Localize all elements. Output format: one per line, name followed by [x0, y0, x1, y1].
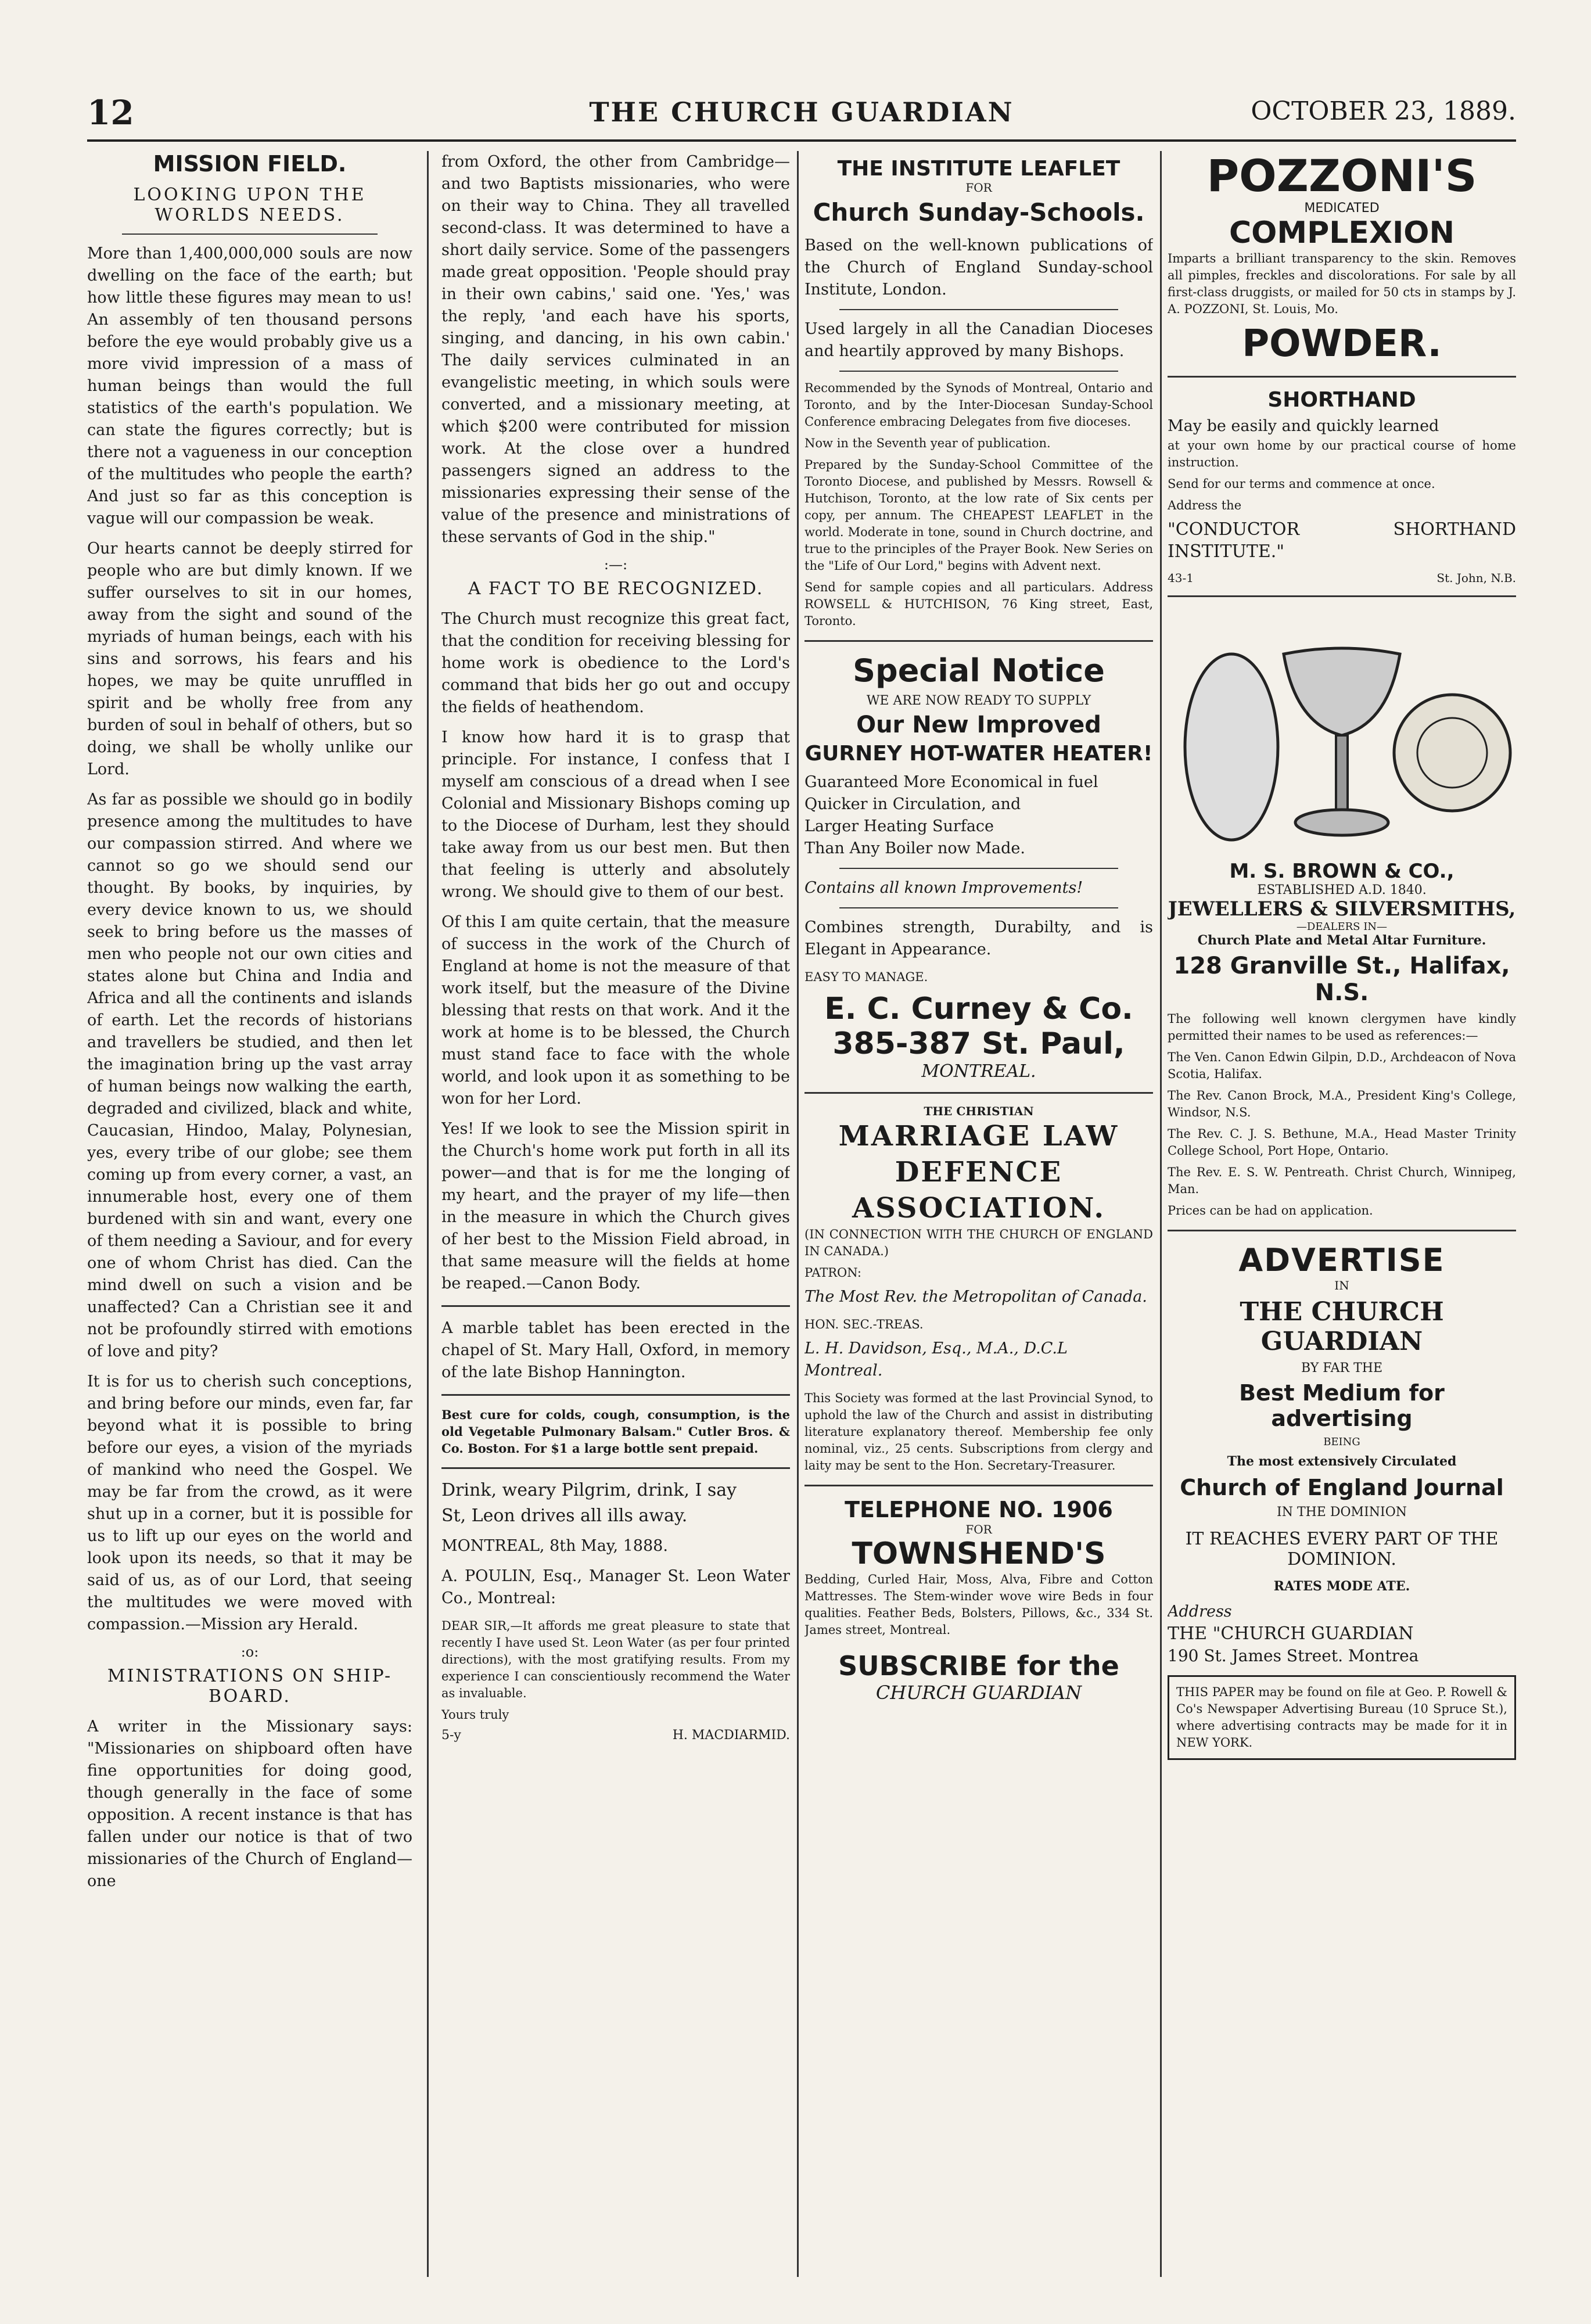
ad-line: MEDICATED — [1304, 201, 1380, 215]
paragraph: It is for us to cherish such conceptions, and bring before our minds, even far, far beyond what it is possible to bring before our eyes, a vision of the myriads of mankind who need the Gospel. We may be far from the crowd, as it were shut up in a corner, but it is possible for us to lift up our eyes on the world and look upon its needs, so that it may be said of us, as of our Lord, that seeing the multitudes we were moved with compassion.—Mission ary Herald. — [87, 1373, 412, 1633]
divider — [1168, 1230, 1516, 1231]
ad-city: MONTREAL. — [921, 1061, 1036, 1082]
ad-small: Prices can be had on application. — [1168, 1204, 1373, 1217]
ad-line: POWDER. — [1242, 322, 1442, 365]
ad-title: MARRIAGE LAW DEFENCE ASSOCIATION. — [838, 1120, 1119, 1224]
ad-small: Imparts a brilliant transparency to the skin. Removes all pimples, freckles and discolorations. For sale by all first-class druggists, or mailed for 50 cts in stamps by J. A. POZZONI, St. Louis, Mo. — [1168, 252, 1516, 316]
ad-for: FOR — [965, 181, 992, 195]
ad-code: 5-y — [441, 1728, 461, 1743]
ad-text: Used largely in all the Canadian Dioceses and heartily approved by many Bishops. — [805, 320, 1153, 360]
ad-line: Guaranteed More Economical in fuel — [805, 773, 1098, 791]
ad-small: The Rev. E. S. W. Pentreath. Christ Church, Winnipeg, Man. — [1168, 1165, 1516, 1196]
column-4 — [1168, 151, 1516, 2277]
ad-line: EASY TO MANAGE. — [805, 970, 928, 984]
ad-small: Bedding, Curled Hair, Moss, Alva, Fibre and Cotton Mattresses. The Stem-winder wove wire Beds in four qualities. Feather Beds, Bolsters, Pillows, &c., 334 St. James street, Montreal. — [805, 1572, 1153, 1637]
issue-date: OCTOBER 23, 1889. — [1251, 96, 1516, 126]
ad-line: "CONDUCTOR SHORTHAND INSTITUTE." — [1168, 519, 1516, 562]
ad-line: Larger Heating Surface — [805, 817, 994, 835]
ad-date: MONTREAL, 8th May, 1888. — [441, 1537, 668, 1555]
ad-small: Address the — [1168, 498, 1242, 512]
ad-line: JEWELLERS & SILVERSMITHS, — [1168, 897, 1516, 921]
ad-line: COMPLEXION — [1229, 215, 1455, 250]
paragraph: More than 1,400,000,000 souls are now dwelling on the face of the earth; but how little these figures may mean to us! An assembly of ten thousand persons before the eye would probably give us a more vivid impression of a mass of human beings than would the full statistics of the earth's population. We can state the figures correctly; but is there not a vagueness in our conception of the multitudes who people the earth? And just so far as this conception is vague will our compassion be weak. — [87, 245, 412, 527]
ad-for: FOR — [965, 1522, 992, 1536]
silverware-illustration — [1168, 608, 1516, 852]
column-2 — [441, 151, 790, 2277]
ad-line: Church of England Journal — [1180, 1475, 1504, 1500]
divider — [441, 1305, 790, 1307]
ad-address: 385-387 St. Paul, — [832, 1026, 1125, 1061]
ad-line: L. H. Davidson, Esq., M.A., D.C.L — [805, 1339, 1068, 1357]
ad-product: Our New Improved — [856, 712, 1101, 738]
ad-line: Combines strength, Durabilty, and is Elegant in Appearance. — [805, 918, 1153, 958]
ad-small: The Rev. C. J. S. Bethune, M.A., Head Master Trinity College School, Port Hope, Ontario. — [1168, 1127, 1516, 1158]
divider — [441, 1467, 790, 1469]
ad-small: The Rev. Canon Brock, M.A., President King's College, Windsor, N.S. — [1168, 1089, 1516, 1119]
ad-line: St, Leon drives all ills away. — [441, 1506, 688, 1526]
article-heading: MINISTRATIONS ON SHIP-BOARD. — [107, 1666, 393, 1707]
ad-line: Best Medium for advertising — [1239, 1380, 1445, 1431]
column-rule — [797, 151, 799, 2277]
ad-line: 190 St. James Street. Montrea — [1168, 1646, 1419, 1665]
ad-line: May be easily and quickly learned — [1168, 417, 1439, 435]
page-number: 12 — [87, 93, 134, 132]
ad-line: Church Plate and Metal Altar Furniture. — [1197, 933, 1486, 948]
ad-line: IN THE DOMINION — [1277, 1505, 1407, 1520]
ad-line: The Most Rev. the Metropolitan of Canada. — [805, 1288, 1147, 1306]
column-rule — [1160, 151, 1162, 2277]
ad-line: RATES MODE ATE. — [1273, 1579, 1410, 1594]
ad-line: WE ARE NOW READY TO SUPPLY — [866, 694, 1091, 708]
ad-recipient: A. POULIN, Esq., Manager St. Leon Water Co., Montreal: — [441, 1567, 790, 1607]
ad-line: BEING — [1323, 1436, 1360, 1448]
divider — [441, 1394, 790, 1396]
ad-line: —DEALERS IN— — [1296, 921, 1388, 933]
ad-line: IT REACHES EVERY PART OF THE DOMINION. — [1185, 1529, 1499, 1569]
ad-subtitle: Church Sunday-Schools. — [813, 198, 1145, 227]
divider — [805, 640, 1153, 642]
ad-address: 128 Granville St., Halifax, N.S. — [1173, 953, 1510, 1006]
ad-title: TELEPHONE NO. 1906 — [845, 1497, 1113, 1522]
page-header — [87, 93, 1516, 142]
ad-heater: GURNEY HOT-WATER HEATER! — [805, 742, 1153, 766]
separator: :—: — [604, 556, 628, 573]
paragraph: Yes! If we look to see the Mission spirit in the Church's home work put forth in all its power—and that is for me the longing of my heart, and the prayer of my life—then in the measure in which the Church gives of her best to the Mission Field abroad, in that same measure will the fields at home be reaped.—Canon Body. — [441, 1120, 790, 1292]
article-heading: A FACT TO BE RECOGNIZED. — [468, 579, 764, 599]
ad-small: Send for our terms and commence at once. — [1168, 477, 1435, 491]
divider — [805, 1485, 1153, 1486]
article-heading: LOOKING UPON THE WORLDS NEEDS. — [133, 185, 367, 225]
rowell-notice — [1168, 1675, 1516, 1760]
ad-line: HON. SEC.-TREAS. — [805, 1317, 924, 1331]
ad-title: SHORTHAND — [1267, 388, 1416, 412]
ad-line: IN — [1334, 1278, 1349, 1292]
ad-line: Drink, weary Pilgrim, drink, I say — [441, 1480, 737, 1500]
ad-small: Send for sample copies and all particulars. Address ROWSELL & HUTCHISON, 76 King street, East, Toronto. — [805, 580, 1153, 628]
ad-line: Montreal. — [805, 1362, 883, 1380]
divider — [839, 907, 1118, 908]
divider — [839, 868, 1118, 869]
ad-title: ADVERTISE — [1238, 1242, 1445, 1278]
paragraph: A marble tablet has been erected in the chapel of St. Mary Hall, Oxford, in memory of the late Bishop Hannington. — [441, 1319, 790, 1381]
ad-line: CHURCH GUARDIAN — [875, 1682, 1082, 1704]
ad-line: The most extensively Circulated — [1227, 1454, 1457, 1469]
paragraph: from Oxford, the other from Cambridge—and two Baptists missionaries, who were on their way to China. They all travelled second-class. It was determined to have a short daily service. Some of the passengers made great opposition. 'People should pray in their own cabins,' said one. 'Yes,' was the reply, 'and each have his sports, singing, and dancing, in his own cabin.' The daily services culminated in an evangelistic meeting, in which souls were converted, and a missionary meeting, at which $200 were contributed for mission work. At the close over a hundred passengers signed an address to the missionaries expressing their sense of the value of the presence and ministrations of these servants of God in the ship." — [441, 153, 790, 546]
ad-small: This Society was formed at the last Provincial Synod, to uphold the law of the Church and assist in distributing literature explanatory thereof. Membership fee only nominal, viz., 25 cents. Subscriptions from clergy and laity may be sent to the Hon. Secretary-Treasurer. — [805, 1391, 1153, 1472]
ad-line: BY FAR THE — [1301, 1361, 1382, 1375]
paragraph: Our hearts cannot be deeply stirred for people who are but dimly known. If we suffer ourselves to sit in our homes, away from the sight and sound of the myriads of human beings, each with his sins and sorrows, his fears and his hopes, we may be quite unruffled in spirit and be wholly free from any burden of soul in behalf of others, but so doing, we shall be wholly unlike our Lord. — [87, 540, 412, 778]
ad-line: Address — [1168, 1603, 1232, 1621]
divider — [1168, 376, 1516, 378]
ad-small: Prepared by the Sunday-School Committee of the Toronto Diocese, and published by Messrs. Rowsell & Hutchison, Toronto, at the low rate of Six cents per copy, per annum. The CHEAPEST LEAFLET in the world. Moderate in tone, sound in Church doctrine, and true to the principles of the Prayer Book. New Series on the "Life of Our Lord," begins with Advent next. — [805, 458, 1153, 573]
divider — [839, 309, 1118, 310]
paragraph: As far as possible we should go in bodily presence among the multitudes to have our compassion stirred. And where we cannot so go we should send our thought. By books, by inquiries, by every device known to us, we should seek to bring before us the masses of men who people not our own cities and states alone but China and India and Africa and all the continents and islands of earth. Let the records of historians and travellers be studied, and then let the imagination bring up the vast array of human beings now walking the earth, degraded and civilized, black and white, Caucasian, Hindoo, Malay, Polynesian, yes, every tribe of our globe; see them coming up from every corner, a vast, an innumerable host, every one of them burdened with sin and want, every one of them needing a Saviour, and for every one of whom Christ has died. Can the mind dwell on such a vision and be unaffected? Can a Christian see it and not be profoundly stirred with emotions of love and pity? — [87, 791, 412, 1360]
ad-line: Than Any Boiler now Made. — [805, 839, 1025, 857]
ad-line: PATRON: — [805, 1266, 861, 1280]
ad-small: THIS PAPER may be found on file at Geo. P. Rowell & Co's Newspaper Advertising Bureau (10 Spruce St.), where advertising contracts may be made for it in NEW YORK. — [1176, 1685, 1507, 1750]
column-rule — [427, 151, 429, 2277]
ad-line: Quicker in Circulation, and — [805, 795, 1021, 813]
paragraph: The Church must recognize this great fact, that the condition for receiving blessing for home work is obedience to the Lord's command that bids her go out and occupy the fields of heathendom. — [441, 610, 790, 716]
ad-code: 43-1 — [1168, 571, 1194, 585]
ad-line: THE CHURCH GUARDIAN — [1240, 1297, 1444, 1356]
ad-small: Now in the Seventh year of publication. — [805, 436, 1051, 450]
ad-the: THE CHRISTIAN — [924, 1104, 1034, 1118]
section-heading: MISSION FIELD. — [153, 151, 347, 177]
ad-small: Recommended by the Synods of Montreal, Ontario and Toronto, and by the Inter-Diocesan Sunday-School Conference embracing Delegates from five dioceses. — [805, 381, 1153, 429]
ad-title: POZZONI'S — [1206, 151, 1477, 202]
ad-body: DEAR SIR,—It affords me great pleasure to state that recently I have used St. Leon Water (as per four printed directions), with the most gratifying results. From my experience I can conscientiously recommend the Water as invaluable. — [441, 1619, 790, 1700]
ad-text: Based on the well-known publications of the Church of England Sunday-school Institute, London. — [805, 236, 1153, 299]
paragraph: I know how hard it is to grasp that principle. For instance, I confess that I myself am conscious of a dread when I see Colonial and Missionary Bishops coming up to the Diocese of Durham, lest they should take away from us our best men. But then that feeling is utterly and absolutely wrong. We should give to them of our best. — [441, 728, 790, 901]
ad-line: (IN CONNECTION WITH THE CHURCH OF ENGLAND IN CANADA.) — [805, 1227, 1153, 1258]
ad-company: TOWNSHEND'S — [852, 1536, 1106, 1571]
ad-line: ESTABLISHED A.D. 1840. — [1257, 883, 1427, 897]
newspaper-title: THE CHURCH GUARDIAN — [589, 96, 1014, 128]
separator: :o: — [240, 1644, 259, 1660]
st-leon-advertisement — [441, 1479, 790, 1743]
ad-title: Special Notice — [853, 652, 1105, 689]
column-3 — [805, 151, 1153, 2277]
ad-company: M. S. BROWN & CO., — [1229, 860, 1454, 883]
divider — [805, 1092, 1153, 1094]
advertisement: Best cure for colds, cough, consumption, is the old Vegetable Pulmonary Balsam." Cutler Bros. & Co. Boston. For $1 a large bottle sent prepaid. — [441, 1407, 790, 1456]
divider — [839, 371, 1118, 372]
ad-small: The Ven. Canon Edwin Gilpin, D.D., Archdeacon of Nova Scotia, Halifax. — [1168, 1050, 1516, 1081]
divider — [1168, 595, 1516, 597]
ad-city: St. John, N.B. — [1436, 571, 1516, 585]
ad-title: THE INSTITUTE LEAFLET — [837, 157, 1120, 181]
ad-signature: H. MACDIARMID. — [672, 1728, 790, 1743]
divider — [122, 234, 378, 235]
ad-line: THE "CHURCH GUARDIAN — [1168, 1623, 1414, 1644]
ad-line: Contains all known Improvements! — [805, 879, 1083, 897]
ad-small: The following well known clergymen have kindly permitted their names to be used as references:— — [1168, 1012, 1516, 1043]
ad-title: SUBSCRIBE for the — [838, 1650, 1119, 1682]
paragraph: A writer in the Missionary says: "Missionaries on shipboard often have fine opportunities for doing good, though generally in the face of some opposition. A recent instance is that has fallen under our notice is that of two missionaries of the Church of England—one — [87, 1718, 412, 1890]
ad-company: E. C. Curney & Co. — [824, 992, 1133, 1026]
ad-small: at your own home by our practical course of home instruction. — [1168, 439, 1516, 469]
column-1 — [87, 151, 412, 2277]
paragraph: Of this I am quite certain, that the measure of success in the work of the Church of England at home is not the measure of that work itself, but the measure of the Divine blessing that rests on that work. And it the work at home is to be blessed, the Church must stand face to face with the whole world, and look upon it as something to be won for her Lord. — [441, 913, 790, 1108]
ad-closing: Yours truly — [441, 1708, 509, 1722]
